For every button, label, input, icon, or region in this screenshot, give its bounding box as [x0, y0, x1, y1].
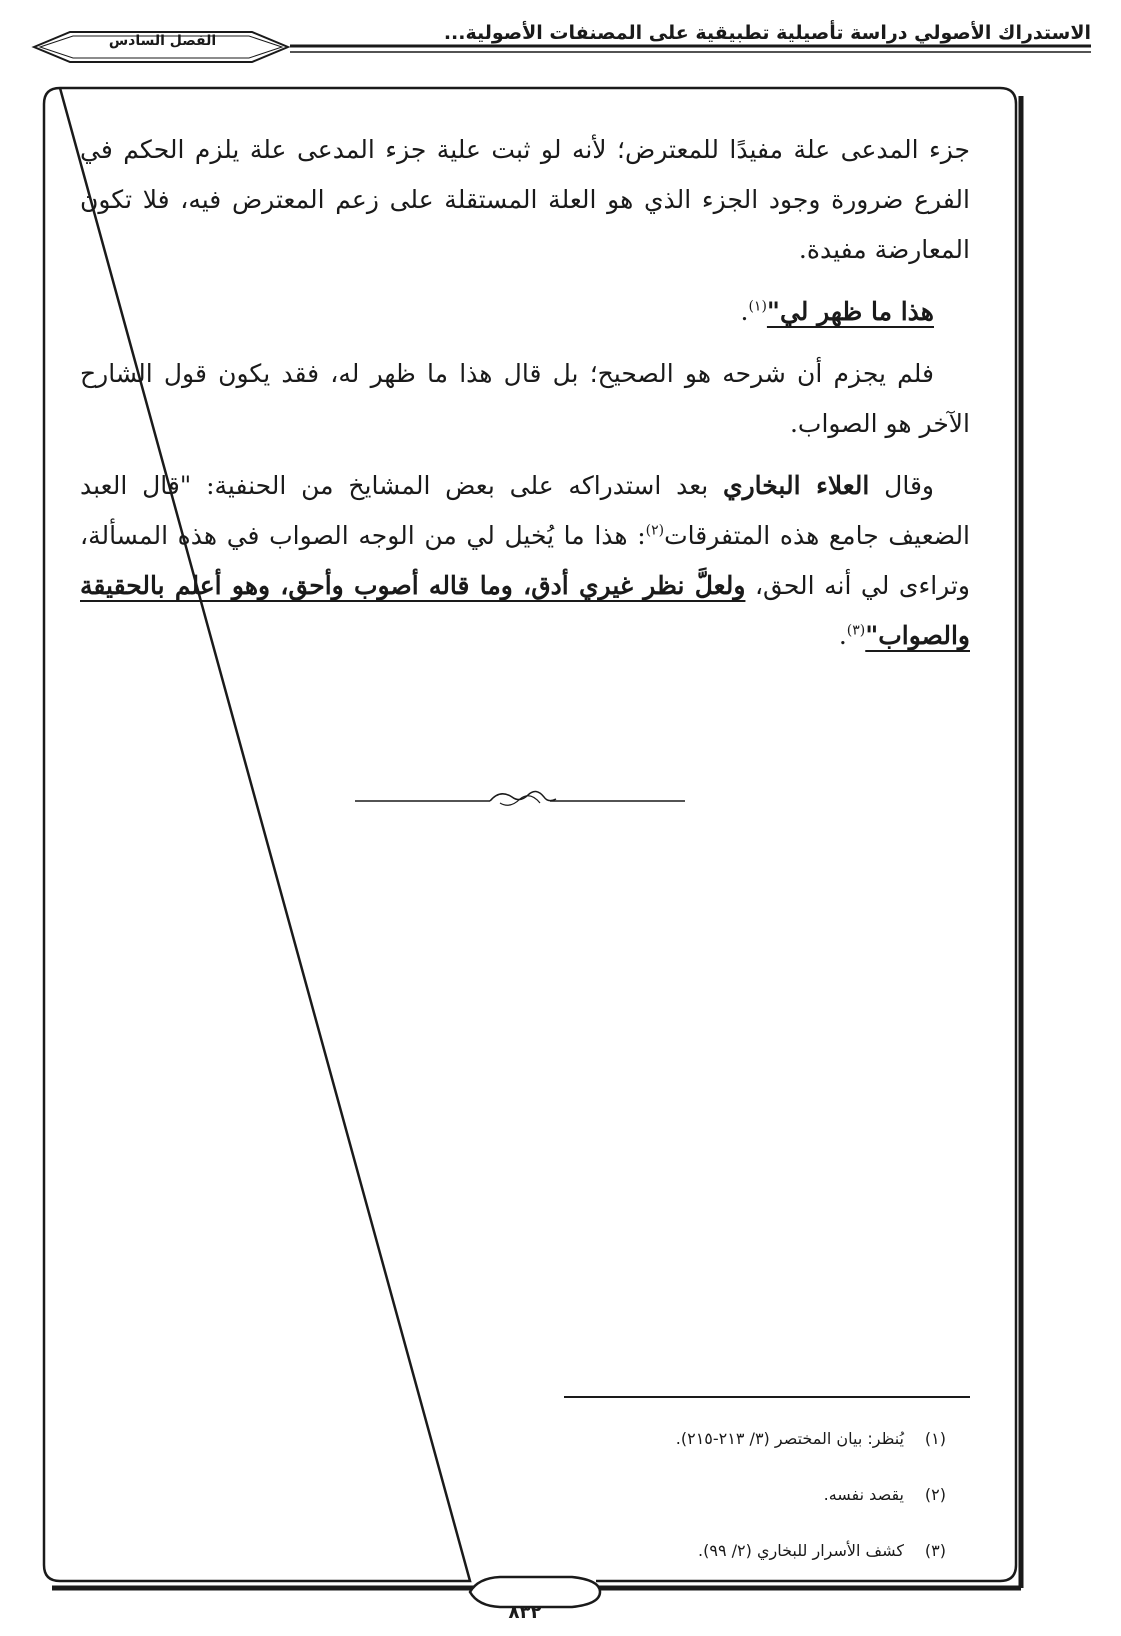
footnote-number: (٢): [924, 1485, 946, 1504]
para3-intro: وقال: [869, 471, 934, 500]
para3-quote: : هذا ما يُخيل لي من الوجه الصواب في هذه المسألة، وتراءى لي أنه الحق،: [80, 521, 970, 600]
footnote-1: [486, 1425, 946, 1481]
footnotes: [486, 1425, 946, 1593]
footnote-text: كشف الأسرار للبخاري (٢/ ٩٩).: [698, 1541, 904, 1560]
footnote-ref-1: (١): [748, 298, 767, 315]
quote-text: هذا ما ظهر لي": [766, 297, 934, 326]
footnote-number: (٣): [924, 1541, 946, 1560]
quote-line: [80, 287, 970, 337]
paragraph-3: [80, 461, 970, 661]
chapter-label: الفصل السادس: [108, 33, 217, 49]
footnote-2: [486, 1481, 946, 1537]
footnote-separator: [564, 1396, 970, 1398]
footnote-ref-3: (٣): [846, 622, 866, 639]
footnote-text: يُنظر: بيان المختصر (٣/ ٢١٣-٢١٥).: [675, 1429, 904, 1448]
book-title: الاستدراك الأصولي دراسة تأصيلية تطبيقية على المصنفات الأصولية...: [443, 22, 1091, 44]
para3-end: .: [838, 621, 847, 650]
paragraph-1: جزء المدعى علة مفيدًا للمعترض؛ لأنه لو ثبت علية جزء المدعى علة يلزم الحكم في الفرع ضرورة وجود الجزء الذي هو العلة المستقلة على زعم المعترض فيه، فلا تكون المعارضة مفيدة.: [80, 135, 970, 264]
footnote-3: [486, 1537, 946, 1593]
para3-mid: بعد استدراكه على بعض المشايخ من الحنفية: "قال العبد الضعيف جامع هذه المتفرقات: [80, 471, 971, 550]
section-divider-ornament: [350, 783, 690, 813]
footnote-number: (١): [924, 1429, 946, 1448]
footnote-ref-2: (٢): [645, 522, 665, 539]
scholar-name: العلاء البخاري: [723, 471, 870, 500]
page-number: ٨٣٢: [508, 1602, 542, 1623]
footnote-text: يقصد نفسه.: [823, 1485, 904, 1504]
paragraph-2: فلم يجزم أن شرحه هو الصحيح؛ بل قال هذا ما ظهر له، فقد يكون قول الشارح الآخر هو الصواب.: [80, 359, 970, 438]
para3-emphasis: ولعلَّ نظر غيري أدق، وما قاله أصوب وأحق، وهو أعلم بالحقيقة والصواب": [80, 571, 970, 650]
main-text: [80, 125, 970, 673]
quote-end: .: [740, 297, 749, 326]
